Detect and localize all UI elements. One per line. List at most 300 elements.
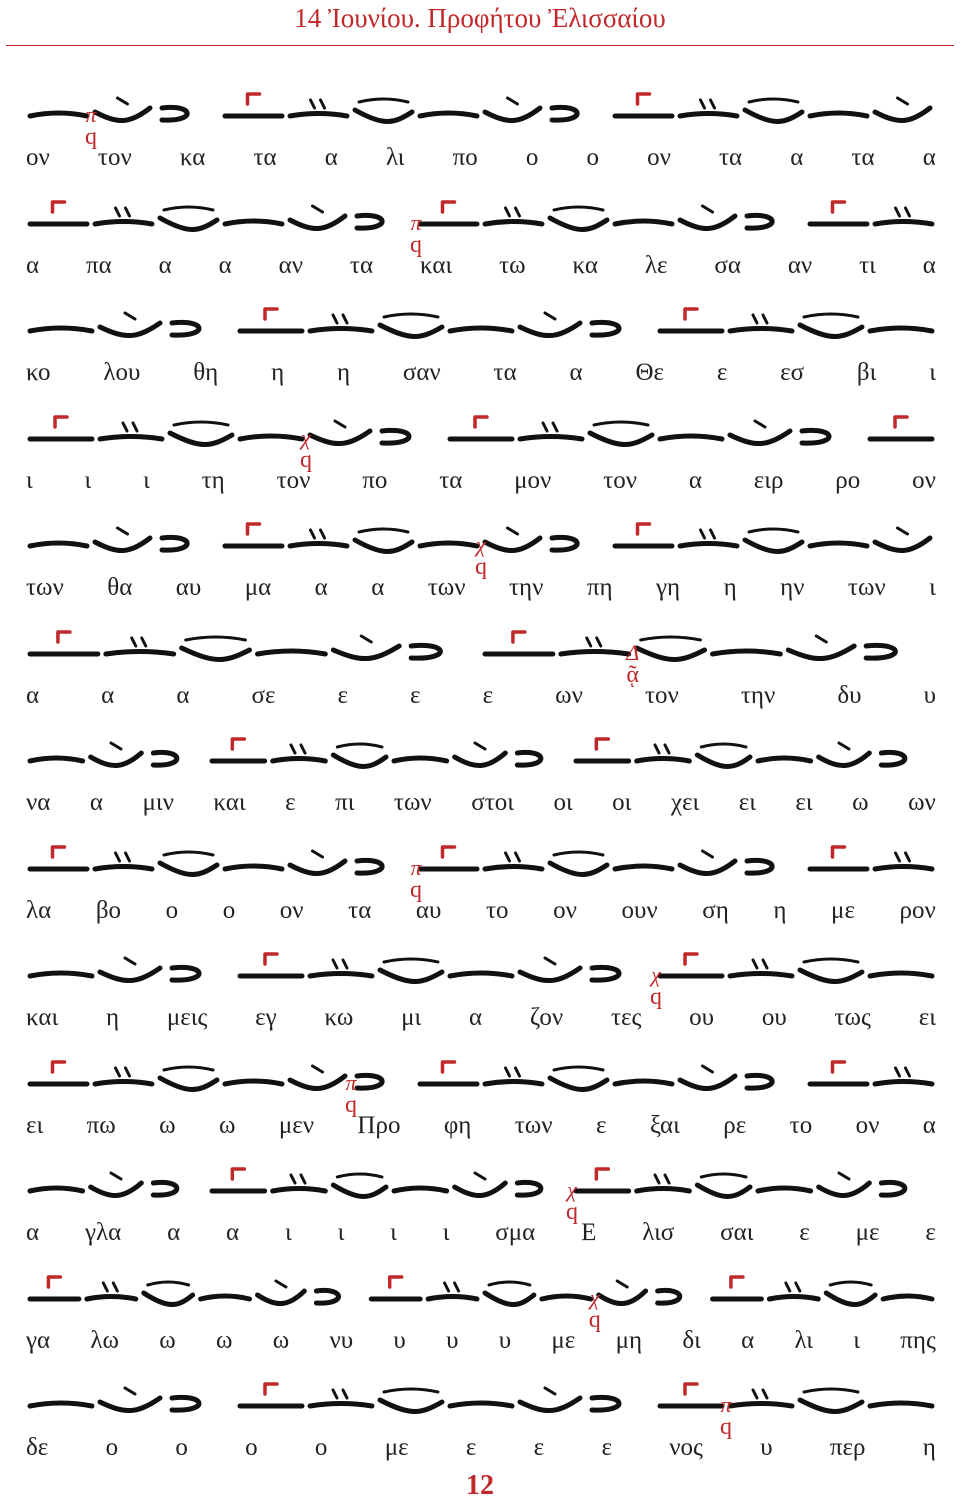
neume-line xyxy=(26,1038,936,1118)
neume-glyph xyxy=(380,959,442,982)
lyric-syllable: Ε xyxy=(581,1219,597,1246)
lyric-syllable: περ xyxy=(829,1434,866,1461)
martyria-letter: χ xyxy=(589,1284,600,1310)
martyria-letter: χ xyxy=(651,962,661,987)
lyric-syllable: την xyxy=(740,681,776,709)
neume-glyph xyxy=(411,645,440,658)
neume-glyph xyxy=(106,638,174,654)
lyrics-line xyxy=(26,1219,936,1251)
neume-glyph xyxy=(91,1173,142,1196)
lyric-syllable: ι xyxy=(853,1326,861,1354)
lyric-syllable: υ xyxy=(923,681,936,709)
neume-glyph xyxy=(870,1403,932,1406)
neume-glyph xyxy=(550,1067,607,1090)
neume-glyph xyxy=(576,739,629,761)
neume-glyph xyxy=(875,528,930,551)
music-system xyxy=(26,1145,936,1253)
neume-line xyxy=(26,285,936,365)
martyria-letter: χ xyxy=(476,532,486,557)
neume-glyph xyxy=(240,954,302,976)
music-system xyxy=(26,70,936,178)
neume-glyph xyxy=(30,328,92,331)
neume-glyph xyxy=(552,107,577,120)
martyria-sign xyxy=(396,854,436,903)
neume-glyph xyxy=(420,1062,477,1084)
neume-glyph xyxy=(420,113,477,116)
neume-glyph xyxy=(30,758,83,761)
lyric-syllable: πο xyxy=(452,144,478,171)
martyria-sign-glyph: q xyxy=(300,446,312,473)
neume-glyph xyxy=(382,430,409,443)
neume-glyph xyxy=(680,1066,735,1089)
martyria-letter: π xyxy=(345,1069,357,1095)
neume-line xyxy=(26,1145,936,1225)
lyrics-line xyxy=(26,467,936,499)
neume-glyph xyxy=(615,866,672,869)
neume-glyph xyxy=(517,752,541,765)
lyric-syllable: πη xyxy=(586,574,613,601)
neume-line xyxy=(26,930,936,1010)
neume-line xyxy=(26,823,936,903)
lyric-syllable: ε xyxy=(337,681,348,709)
lyric-syllable: χει xyxy=(670,789,700,816)
lyric-syllable: τα xyxy=(851,144,875,171)
neume-line xyxy=(26,1253,936,1333)
neume-glyph xyxy=(881,1182,905,1195)
neume-glyph xyxy=(225,221,282,224)
neume-glyph xyxy=(520,1388,580,1411)
neume-glyph xyxy=(290,530,347,546)
martyria-letter: π xyxy=(410,209,422,235)
neume-glyph xyxy=(333,636,399,659)
lyric-syllable: των xyxy=(393,789,432,816)
lyric-syllable: το xyxy=(789,1111,813,1139)
lyric-syllable: ε xyxy=(799,1219,810,1246)
neume-glyph xyxy=(875,208,932,224)
lyric-syllable: ι xyxy=(26,466,33,494)
lyric-syllable: δε xyxy=(26,1434,49,1461)
lyric-syllable: γη xyxy=(656,574,681,601)
lyric-syllable: α xyxy=(89,789,103,816)
neume-glyph xyxy=(333,1174,386,1197)
lyric-syllable: βο xyxy=(95,896,122,924)
lyric-syllable: φη xyxy=(443,1111,472,1139)
neume-glyph xyxy=(520,423,582,439)
neume-glyph xyxy=(615,1081,672,1084)
lyric-syllable: α xyxy=(101,681,115,709)
neume-glyph xyxy=(450,417,512,439)
neume-glyph xyxy=(100,958,160,981)
lyric-syllable: ση xyxy=(702,896,729,924)
neume-glyph xyxy=(660,436,722,439)
neume-glyph xyxy=(450,328,512,331)
lyric-syllable: στοι xyxy=(471,789,514,816)
neume-glyph xyxy=(100,423,162,439)
neume-glyph xyxy=(637,1175,690,1191)
lyric-syllable: ον xyxy=(855,1111,880,1139)
neume-glyph xyxy=(697,1174,750,1197)
lyric-syllable: τω xyxy=(499,251,526,279)
lyric-syllable: τον xyxy=(644,681,679,709)
page-title: 14 Ἰουνίου. Προφήτου Ἐλισσαίου xyxy=(294,3,666,33)
lyric-syllable: με xyxy=(855,1219,880,1246)
neume-glyph xyxy=(333,744,386,767)
lyric-syllable: ου xyxy=(689,1004,715,1031)
lyric-syllable: α xyxy=(314,574,328,601)
neume-glyph xyxy=(802,430,829,443)
neume-glyph xyxy=(172,1397,199,1410)
lyric-syllable: α xyxy=(26,681,40,709)
neume-glyph xyxy=(428,1283,477,1299)
lyric-syllable: οι xyxy=(553,789,573,816)
neume-glyph xyxy=(201,1296,250,1299)
lyrics-line xyxy=(26,144,936,176)
lyric-syllable: ρο xyxy=(835,466,861,494)
music-system xyxy=(26,608,936,716)
neume-glyph xyxy=(810,202,867,224)
martyria-sign-glyph: q xyxy=(720,1414,732,1440)
lyric-syllable: υ xyxy=(760,1434,773,1461)
neume-glyph xyxy=(883,1296,932,1299)
neume-glyph xyxy=(550,852,607,875)
neume-glyph xyxy=(30,973,92,976)
neume-glyph xyxy=(240,1384,302,1406)
neume-glyph xyxy=(30,1403,92,1406)
lyric-syllable: ο xyxy=(314,1434,328,1461)
lyric-syllable: ι xyxy=(337,1219,345,1246)
lyric-syllable: ον xyxy=(553,896,577,924)
neume-glyph xyxy=(310,960,372,976)
lyric-syllable: τες xyxy=(610,1004,642,1031)
lyric-syllable: ο xyxy=(165,896,179,924)
lyric-syllable: σμα xyxy=(495,1219,536,1246)
lyric-syllable: ρε xyxy=(723,1111,747,1139)
neume-glyph xyxy=(745,529,802,552)
lyric-syllable: νυ xyxy=(329,1326,354,1354)
neume-glyph xyxy=(758,758,811,761)
lyric-syllable: υ xyxy=(393,1326,406,1354)
neume-glyph xyxy=(680,206,735,229)
lyric-syllable: α xyxy=(569,359,583,386)
neume-glyph xyxy=(615,94,672,116)
lyric-syllable: σε xyxy=(251,681,276,709)
neume-glyph xyxy=(730,960,792,976)
neume-glyph xyxy=(310,1390,372,1406)
lyric-syllable: λου xyxy=(103,359,141,386)
lyric-syllable: με xyxy=(384,1434,409,1461)
lyric-syllable: πο xyxy=(362,466,388,494)
lyric-syllable: κω xyxy=(324,1004,354,1031)
lyric-syllable: κο xyxy=(26,359,51,386)
lyric-syllable: με xyxy=(551,1326,576,1354)
neume-glyph xyxy=(875,98,930,121)
lyric-syllable: λι xyxy=(385,144,405,171)
martyria-sign-glyph: q xyxy=(650,984,662,1010)
neume-glyph xyxy=(170,422,232,445)
lyrics-line xyxy=(26,1327,936,1359)
lyric-syllable: πης xyxy=(900,1326,936,1354)
neume-glyph xyxy=(357,215,382,228)
martyria-sign-glyph: q xyxy=(410,876,422,903)
lyric-syllable: λε xyxy=(644,251,668,279)
lyric-syllable: πω xyxy=(86,1111,116,1139)
neume-glyph xyxy=(172,967,199,980)
neume-glyph xyxy=(95,1068,152,1084)
neume-glyph xyxy=(658,1290,680,1303)
lyric-syllable: α xyxy=(226,1219,240,1246)
neume-glyph xyxy=(394,1188,447,1191)
neume-glyph xyxy=(258,1281,305,1304)
lyric-syllable: ξαι xyxy=(649,1111,680,1139)
neume-glyph xyxy=(30,417,92,439)
lyric-syllable: α xyxy=(218,251,232,279)
martyria-sign xyxy=(613,639,653,688)
neume-glyph xyxy=(870,973,932,976)
lyric-syllable: α xyxy=(176,681,190,709)
page-header xyxy=(0,0,960,40)
lyrics-line xyxy=(26,1434,936,1466)
martyria-sign xyxy=(396,209,436,258)
lyric-syllable: α xyxy=(790,144,804,171)
neume-glyph xyxy=(810,847,867,869)
neume-glyph xyxy=(30,847,87,869)
lyric-syllable: ον xyxy=(647,144,671,171)
neume-glyph xyxy=(273,745,326,761)
lyric-syllable: ο xyxy=(222,896,236,924)
lyric-syllable: α xyxy=(26,1219,40,1246)
martyria-sign xyxy=(552,1179,592,1223)
martyria-sign-glyph: q xyxy=(345,1091,357,1118)
lyric-syllable: ου xyxy=(761,1004,787,1031)
lyric-syllable: ε xyxy=(533,1434,545,1461)
lyric-syllable: γλα xyxy=(84,1219,122,1246)
neume-line xyxy=(26,178,936,258)
neume-glyph xyxy=(730,421,790,444)
lyric-syllable: μη xyxy=(615,1326,643,1354)
neume-glyph xyxy=(30,632,98,654)
neume-glyph xyxy=(485,1068,542,1084)
neume-glyph xyxy=(290,851,345,874)
neume-glyph xyxy=(91,743,142,766)
neume-glyph xyxy=(394,758,447,761)
neume-glyph xyxy=(697,744,750,767)
martyria-sign-glyph: q xyxy=(566,1199,578,1225)
lyric-syllable: την xyxy=(508,574,544,601)
neume-glyph xyxy=(160,852,217,875)
lyric-syllable: ει xyxy=(26,1111,44,1139)
lyric-syllable: τα xyxy=(348,896,372,924)
neume-glyph xyxy=(240,309,302,331)
lyric-syllable: ρον xyxy=(899,896,936,924)
lyric-syllable: τα xyxy=(439,466,463,494)
lyric-syllable: κα xyxy=(179,144,206,171)
lyrics-line xyxy=(26,252,936,284)
lyric-syllable: ον xyxy=(26,144,50,171)
lyric-syllable: ο xyxy=(245,1434,258,1461)
lyric-syllable: ο xyxy=(175,1434,188,1461)
lyric-syllable: ει xyxy=(795,789,813,816)
lyric-syllable: να xyxy=(26,789,51,816)
music-system xyxy=(26,285,936,393)
neume-glyph xyxy=(172,322,199,335)
neume-glyph xyxy=(680,851,735,874)
neume-glyph xyxy=(520,313,580,336)
lyric-syllable: ε xyxy=(716,359,728,386)
lyric-syllable: μι xyxy=(401,1004,422,1031)
neume-glyph xyxy=(866,645,895,658)
lyric-syllable: α xyxy=(324,144,338,171)
lyric-syllable: ι xyxy=(143,466,150,494)
music-system xyxy=(26,500,936,608)
neume-glyph xyxy=(592,967,619,980)
neume-glyph xyxy=(316,1290,338,1303)
neume-glyph xyxy=(95,208,152,224)
neume-glyph xyxy=(550,207,607,230)
neume-glyph xyxy=(592,1397,619,1410)
lyric-syllable: α xyxy=(158,251,172,279)
neume-glyph xyxy=(162,537,187,550)
neume-glyph xyxy=(225,866,282,869)
neume-glyph xyxy=(875,853,932,869)
neume-glyph xyxy=(100,1388,160,1411)
lyric-syllable: και xyxy=(213,789,246,816)
lyric-syllable: η xyxy=(922,1434,936,1461)
lyric-syllable: α xyxy=(469,1004,483,1031)
lyric-syllable: αυ xyxy=(415,896,442,924)
lyric-syllable: τα xyxy=(349,251,374,279)
neume-glyph xyxy=(769,1283,818,1299)
neume-glyph xyxy=(144,1282,193,1305)
martyria-sign xyxy=(636,964,676,1008)
neume-glyph xyxy=(225,524,282,546)
neume-glyph xyxy=(747,860,772,873)
neume-glyph xyxy=(485,853,542,869)
martyria-letter: Δ xyxy=(626,639,640,665)
lyric-syllable: ε xyxy=(482,681,494,709)
neume-glyph xyxy=(225,1081,282,1084)
martyria-letter: π xyxy=(85,102,97,127)
lyric-syllable: υ xyxy=(498,1326,512,1354)
neume-glyph xyxy=(485,98,540,121)
neume-glyph xyxy=(517,1182,541,1195)
lyric-syllable: η xyxy=(105,1004,120,1031)
lyric-syllable: κα xyxy=(572,251,598,279)
lyric-syllable: βι xyxy=(856,359,877,386)
lyric-syllable: εγ xyxy=(255,1004,277,1031)
lyric-syllable: α xyxy=(922,144,936,171)
martyria-sign xyxy=(71,104,111,148)
lyric-syllable: η xyxy=(336,359,351,386)
neume-line xyxy=(26,393,936,473)
lyric-syllable: αν xyxy=(787,251,813,279)
lyrics-line xyxy=(26,789,936,821)
neume-glyph xyxy=(810,543,867,546)
neume-glyph xyxy=(819,743,870,766)
martyria-sign-glyph: q xyxy=(85,124,97,150)
neume-glyph xyxy=(758,1188,811,1191)
lyric-syllable: τα xyxy=(253,144,277,171)
neume-glyph xyxy=(160,1067,217,1090)
lyrics-line xyxy=(26,897,936,929)
martyria-sign-glyph: q xyxy=(588,1306,601,1333)
lyric-syllable: νος xyxy=(669,1434,703,1461)
neume-glyph xyxy=(100,313,160,336)
neume-glyph xyxy=(881,752,905,765)
lyric-syllable: των xyxy=(514,1111,553,1139)
martyria-sign xyxy=(461,534,501,578)
lyric-syllable: των xyxy=(847,574,886,601)
lyric-syllable: ε xyxy=(925,1219,936,1246)
neume-glyph xyxy=(870,417,932,439)
neume-glyph xyxy=(800,314,862,337)
martyria-sign-glyph: q xyxy=(410,231,422,258)
neume-glyph xyxy=(450,1403,512,1406)
neume-glyph xyxy=(870,328,932,331)
martyria-sign xyxy=(331,1069,371,1118)
neume-line xyxy=(26,608,936,688)
neume-glyph xyxy=(357,860,382,873)
neume-glyph xyxy=(615,221,672,224)
neume-glyph xyxy=(875,1068,932,1084)
music-system xyxy=(26,178,936,286)
neume-glyph xyxy=(485,1282,534,1305)
lyric-syllable: α xyxy=(741,1326,755,1354)
neume-glyph xyxy=(713,651,781,654)
neume-glyph xyxy=(747,1075,772,1088)
neume-glyph xyxy=(153,1182,177,1195)
lyric-syllable: α xyxy=(371,574,385,601)
neume-glyph xyxy=(30,1277,79,1299)
neume-glyph xyxy=(450,973,512,976)
neume-glyph xyxy=(592,322,619,335)
lyric-syllable: σαν xyxy=(402,359,441,386)
lyric-syllable: η xyxy=(723,574,737,601)
lyric-syllable: ω xyxy=(159,1326,176,1354)
lyric-syllable: α xyxy=(26,251,40,279)
lyric-syllable: θα xyxy=(107,574,133,601)
lyric-syllable: ο xyxy=(105,1434,119,1461)
neume-glyph xyxy=(310,315,372,331)
neume-glyph xyxy=(680,100,737,116)
lyric-syllable: υ xyxy=(446,1326,459,1354)
lyric-syllable: τη xyxy=(201,466,225,494)
neume-glyph xyxy=(212,739,265,761)
neume-glyph xyxy=(355,529,412,552)
neume-glyph xyxy=(95,853,152,869)
lyric-syllable: α xyxy=(922,1111,936,1139)
lyric-syllable: πι xyxy=(335,789,355,816)
lyric-syllable: τα xyxy=(493,359,517,386)
lyrics-line xyxy=(26,1112,936,1144)
martyria-sign xyxy=(575,1284,615,1333)
neume-glyph xyxy=(552,537,577,550)
martyria-letter: π xyxy=(410,854,422,880)
neume-glyph xyxy=(680,530,737,546)
lyric-syllable: λι xyxy=(794,1326,814,1354)
lyric-syllable: τως xyxy=(834,1004,871,1031)
martyria-sign xyxy=(706,1394,746,1438)
neume-glyph xyxy=(819,1173,870,1196)
neume-glyph xyxy=(162,107,187,120)
neume-glyph xyxy=(800,959,862,982)
lyric-syllable: ε xyxy=(410,681,421,709)
neume-glyph xyxy=(87,1283,136,1299)
music-system xyxy=(26,715,936,823)
neume-line xyxy=(26,715,936,795)
lyric-syllable: και xyxy=(419,251,453,279)
lyric-syllable: Προ xyxy=(357,1111,401,1139)
lyric-syllable: σα xyxy=(714,251,741,279)
